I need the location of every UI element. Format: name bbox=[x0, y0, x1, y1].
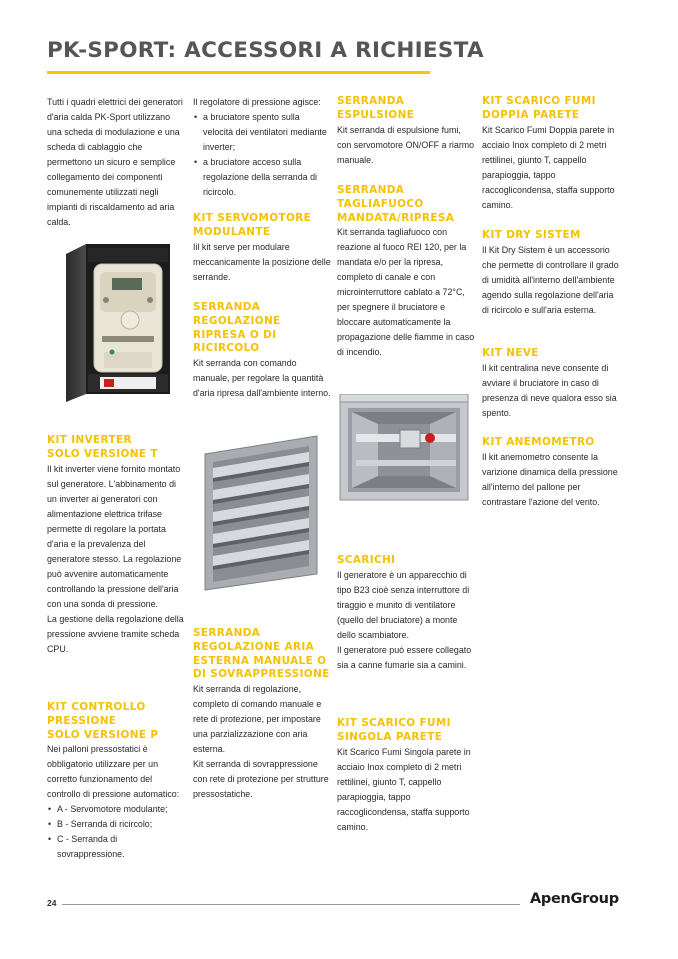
singola-text: Kit Scarico Fumi Singola parete in acciaio Inox completo di 2 metri rettilinei, giunto T, cappello parapioggia, tappo raccoglicondensa, staffa supporto camino. bbox=[337, 746, 471, 832]
dry-heading: KIT DRY SISTEM bbox=[482, 229, 581, 241]
esterna-section bbox=[193, 627, 331, 802]
brand-logo: ApenGroup bbox=[530, 891, 619, 907]
neve-section bbox=[482, 347, 620, 421]
ricircolo-text: Kit serranda con comando manuale, per regolare la quantità d'aria ripresa dall'ambiente interno. bbox=[193, 358, 331, 399]
singola-heading: KIT SCARICO FUMI SINGOLA PARETE bbox=[337, 717, 451, 743]
louvre-damper-image bbox=[199, 432, 323, 597]
fire-damper-image bbox=[338, 394, 470, 511]
dry-section bbox=[482, 229, 620, 318]
inverter-section bbox=[47, 434, 185, 657]
singola-section bbox=[337, 717, 475, 835]
servomotore-text: Iil kit serve per modulare meccanicamente la posizione delle serrande. bbox=[193, 241, 331, 282]
tagliafuoco-section bbox=[337, 184, 475, 360]
list-item: • a bruciatore acceso sulla regolazione della serranda di ricircolo. bbox=[193, 155, 331, 200]
esterna-text-1: Kit serranda di regolazione, completo di comando manuale e rete di protezione, per impostare una parzializzazione con aria esterna. bbox=[193, 684, 322, 755]
inverter-text-1: Il kit inverter viene fornito montato sul generatore. L'abbinamento di un inverter ai generatori con alimentazione elettrica trifase permette di regolare la portata d'aria e la prevalenza del generatore stesso. La regolazione può avvenire automaticamente controllando la pressione dell'aria con una sonda di pressione. bbox=[47, 463, 182, 609]
anemometro-text: Il kit anemometro consente la varizione dinamica della pressione all'interno del pallone per contrastare l'azione del vento. bbox=[482, 451, 618, 507]
scarichi-text-1: Il generatore è un apparecchio di tipo B23 cioè senza interruttore di tiraggio e munito di ventilatore (quello del bruciatore) a monte dello scambiatore. bbox=[337, 569, 470, 640]
tagliafuoco-heading: SERRANDA TAGLIAFUOCO MANDATA/RIPRESA bbox=[337, 184, 455, 224]
scarichi-section bbox=[337, 554, 475, 673]
tagliafuoco-text: Kit serranda tagliafuoco con reazione al fuoco REI 120, per la mandata e/o per la ripresa, completo di canale e con microinterruttore cablato a 72°C, per spegnere il bruciatore e bloccare automaticamente la propagazione delle fiamme in caso di incendio. bbox=[337, 227, 475, 358]
neve-heading: KIT NEVE bbox=[482, 347, 539, 359]
list-item: • C - Serranda di sovrappressione. bbox=[47, 832, 185, 862]
espulsione-heading: SERRANDA ESPULSIONE bbox=[337, 95, 415, 121]
doppia-heading: KIT SCARICO FUMI DOPPIA PARETE bbox=[482, 95, 596, 121]
regolatore-intro: Il regolatore di pressione agisce: bbox=[193, 97, 321, 107]
anemometro-heading: KIT ANEMOMETRO bbox=[482, 436, 595, 448]
ricircolo-section bbox=[193, 301, 331, 401]
dry-text: Il Kit Dry Sistem è un accessorio che permette di controllare il grado di umidità all'interno dell'ambiente agendo sulla regolazione dell'aria di ricircolo e sull'aria esterna. bbox=[482, 244, 619, 315]
doppia-text: Kit Scarico Fumi Doppia parete in acciaio Inox completo di 2 metri rettilinei, giunto T, cappello parapioggia, tappo raccoglicondensa, staffa supporto camino. bbox=[482, 124, 615, 210]
controllo-section bbox=[47, 701, 185, 862]
esterna-heading: SERRANDA REGOLAZIONE ARIA ESTERNA MANUALE O DI SOVRAPPRESSIONE bbox=[193, 627, 330, 681]
inverter-text-2: La gestione della regolazione della pressione avviene tramite scheda CPU. bbox=[47, 613, 184, 654]
espulsione-text: Kit serranda di espulsione fumi, con servomotore ON/OFF a riarmo manuale. bbox=[337, 124, 475, 165]
page-number: 24 bbox=[47, 898, 57, 908]
list-item: • A - Servomotore modulante; bbox=[47, 802, 185, 817]
regolatore-section bbox=[193, 95, 331, 200]
title-underline bbox=[47, 71, 430, 74]
servomotore-heading: KIT SERVOMOTORE MODULANTE bbox=[193, 212, 312, 238]
list-item: • a bruciatore spento sulla velocità dei ventilatori mediante inverter; bbox=[193, 110, 331, 155]
controllo-list bbox=[47, 802, 185, 862]
controllo-text: Nei palloni pressostatici è obbligatorio utilizzare per un corretto funzionamento del controllo di pressione automatico: bbox=[47, 744, 180, 800]
intro-paragraph: Tutti i quadri elettrici dei generatori d'aria calda PK-Sport utilizzano una scheda di modulazione e una scheda di cablaggio che permettono un sicuro e semplice collegamento dei componenti comunemente utilizzati negli impianti di riscaldamento ad aria calda. bbox=[47, 97, 183, 227]
regolatore-list bbox=[193, 110, 331, 200]
page-title: PK-SPORT: ACCESSORI A RICHIESTA bbox=[47, 38, 484, 63]
scarichi-heading: SCARICHI bbox=[337, 554, 396, 566]
list-item: • B - Serranda di ricircolo; bbox=[47, 817, 185, 832]
scarichi-text-2: Il generatore può essere collegato sia a canne fumarie sia a camini. bbox=[337, 644, 472, 670]
espulsione-section bbox=[337, 95, 475, 168]
controllo-heading: KIT CONTROLLO PRESSIONE SOLO VERSIONE P bbox=[47, 701, 159, 741]
footer-rule bbox=[62, 904, 520, 905]
esterna-text-2: Kit serranda di sovrappressione con rete di protezione per strutture pressostatiche. bbox=[193, 759, 329, 800]
ricircolo-heading: SERRANDA REGOLAZIONE RIPRESA O DI RICIRCOLO bbox=[193, 301, 281, 355]
anemometro-section bbox=[482, 436, 620, 510]
inverter-heading: KIT INVERTER SOLO VERSIONE T bbox=[47, 434, 158, 460]
doppia-section bbox=[482, 95, 620, 213]
neve-text: Il kit centralina neve consente di avviare il bruciatore in caso di presenza di neve qualora esso sia spento. bbox=[482, 362, 617, 418]
column-1 bbox=[47, 95, 185, 230]
inverter-device-image bbox=[64, 244, 172, 407]
servomotore-section bbox=[193, 212, 331, 285]
